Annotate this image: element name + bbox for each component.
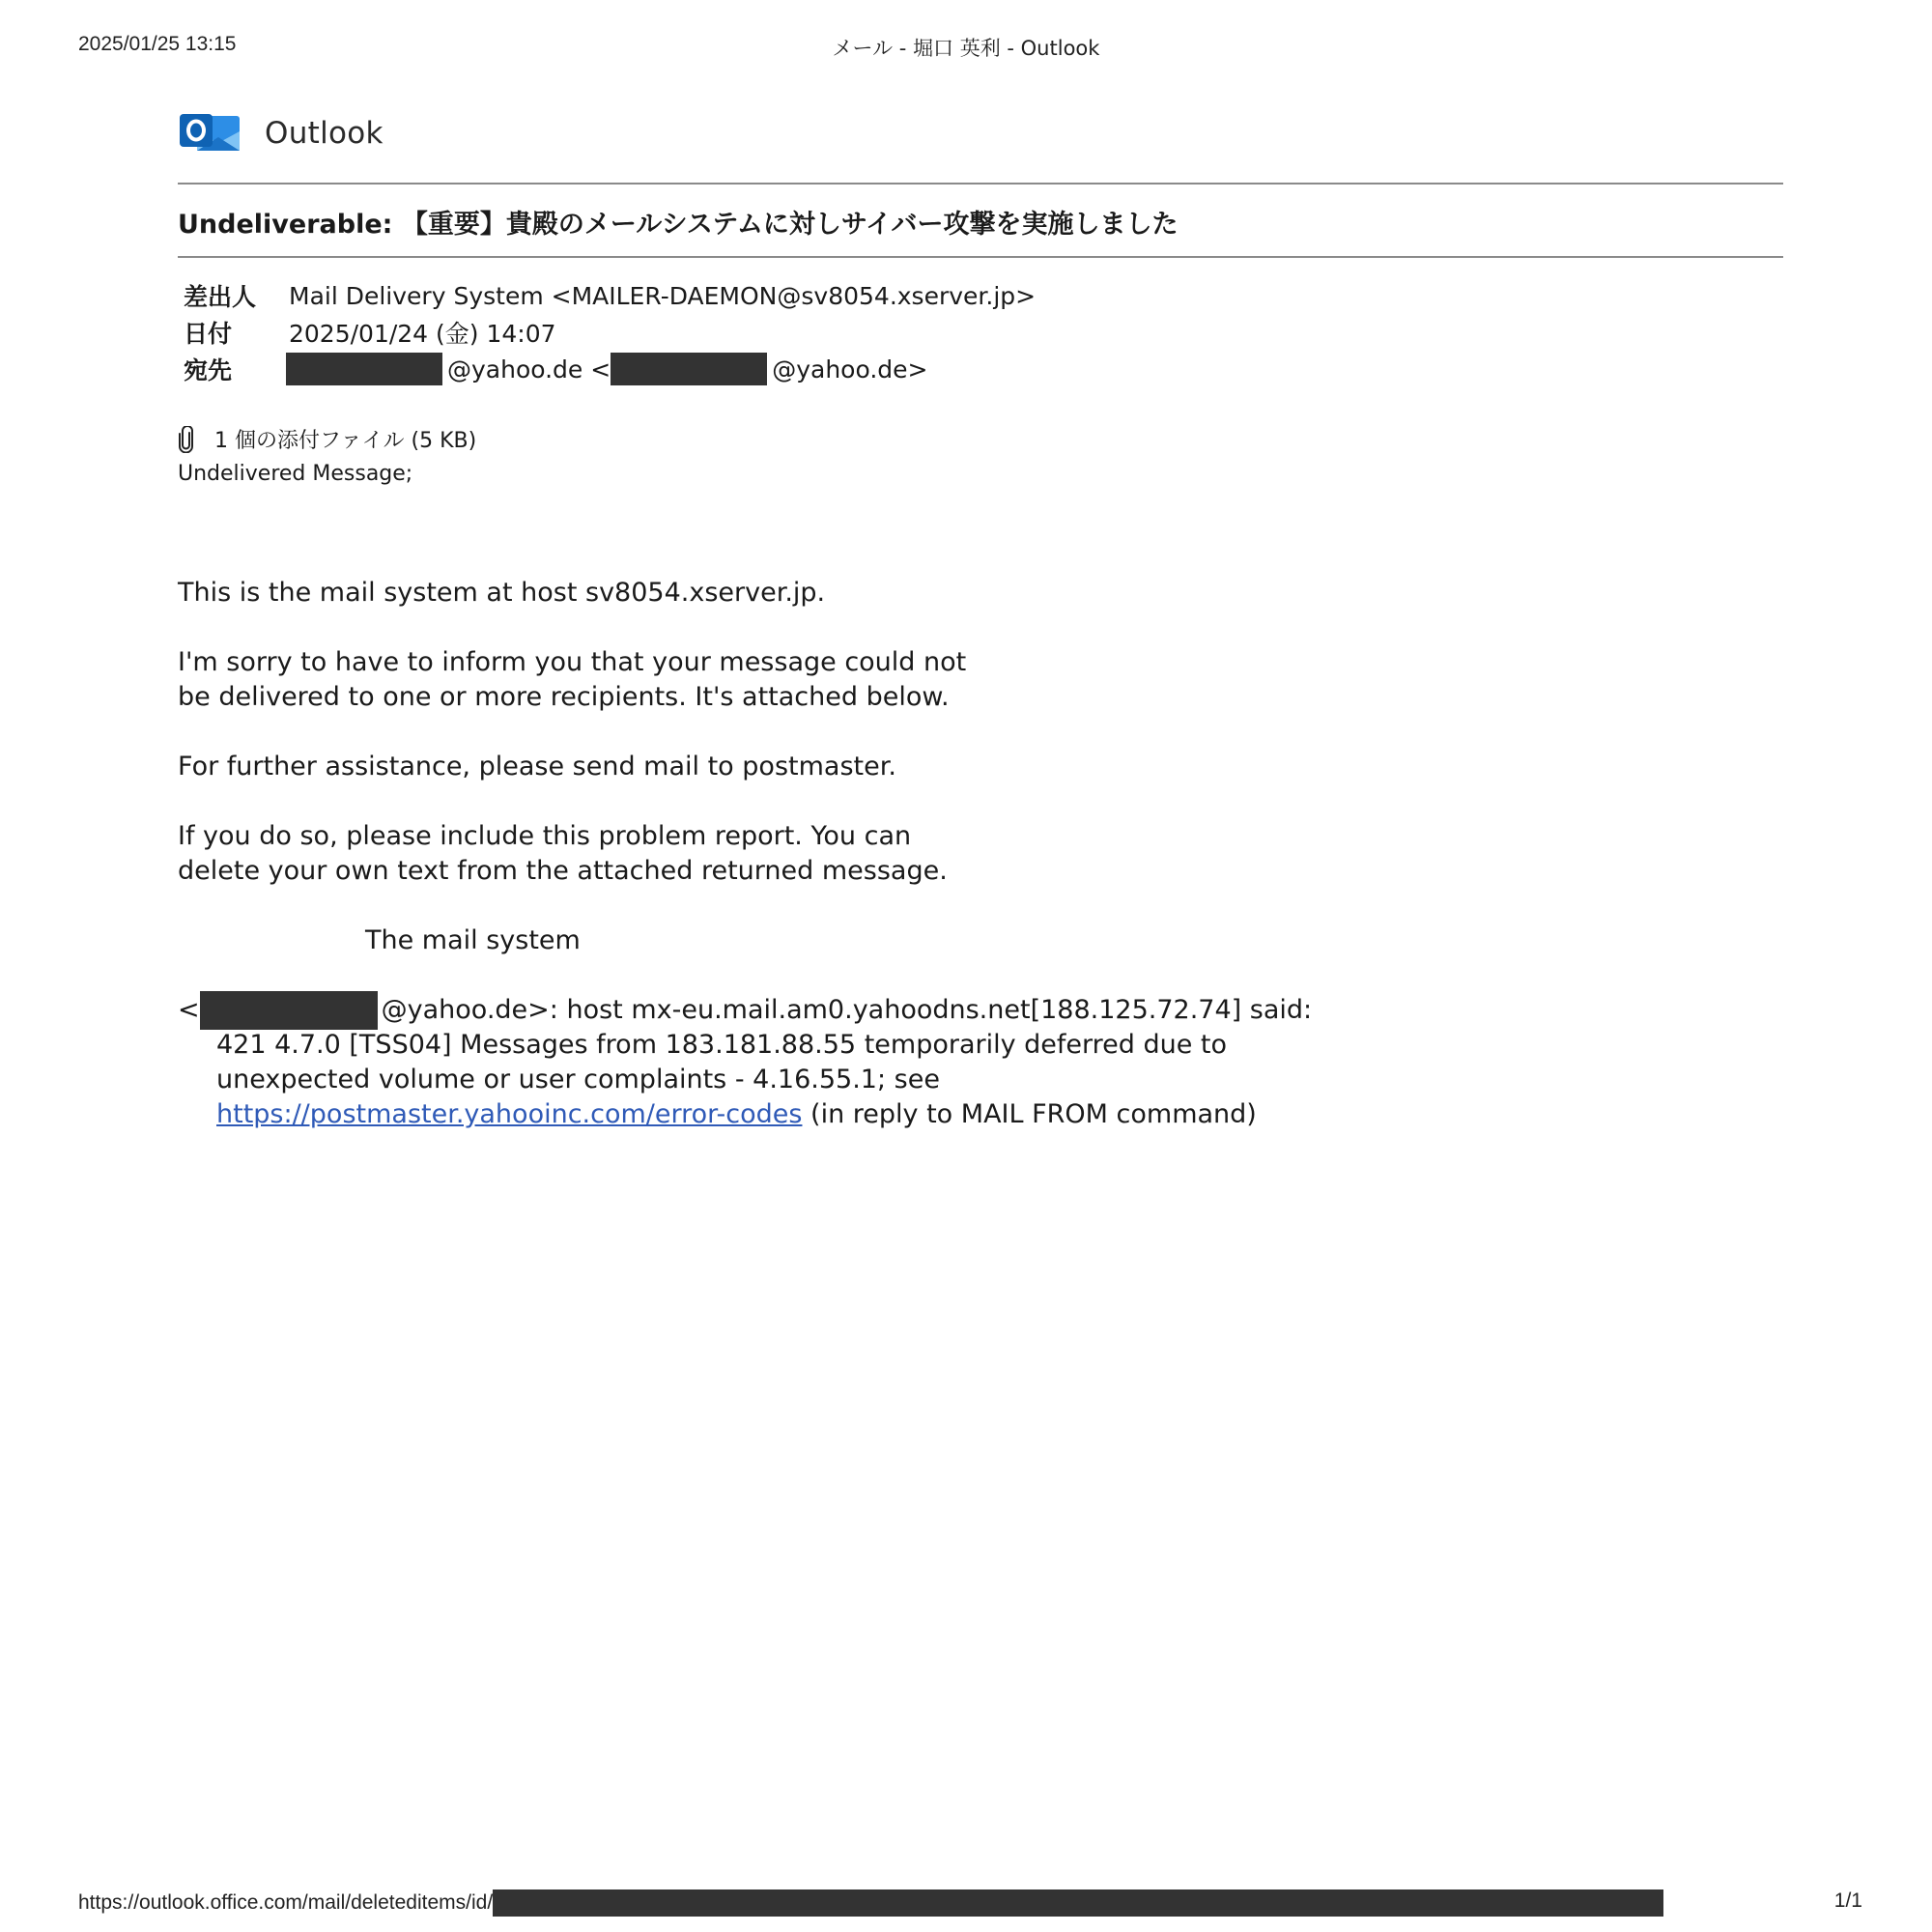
- to-row: [184, 351, 1036, 387]
- to-value[interactable]: [289, 353, 927, 385]
- bounce-line: [178, 1063, 1723, 1097]
- preview-line: Undelivered Message;: [178, 462, 413, 486]
- message-body: [178, 576, 1723, 1132]
- body-paragraph: This is the mail system at host sv8054.xserver.jp.: [178, 578, 826, 608]
- body-paragraph: be delivered to one or more recipients. It's attached below.: [178, 682, 950, 712]
- to-address-part-2: @yahoo.de>: [772, 355, 928, 384]
- attachment-summary-text: 1 個の添付ファイル (5 KB): [214, 429, 477, 453]
- bounce-open-bracket: <: [178, 995, 200, 1025]
- bounce-line-1: @yahoo.de>: host mx-eu.mail.am0.yahoodns.net[188.125.72.74] said:: [381, 995, 1313, 1025]
- print-footer-url: [78, 1889, 1663, 1917]
- subject-divider-bottom: [178, 256, 1783, 258]
- subject-divider-top: [178, 183, 1783, 185]
- bounce-report: [178, 993, 1723, 1132]
- from-row: [184, 277, 1036, 314]
- date-row: [184, 314, 1036, 351]
- redacted-address: [200, 991, 378, 1030]
- body-paragraph: If you do so, please include this problem report. You can: [178, 821, 912, 851]
- date-label: 日付: [184, 320, 233, 348]
- signature: The mail system: [365, 925, 581, 955]
- bounce-line: [178, 1097, 1723, 1132]
- print-footer-page: 1/1: [1833, 1889, 1862, 1912]
- bounce-line: [178, 1028, 1723, 1063]
- date-value: 2025/01/24 (金) 14:07: [289, 320, 556, 348]
- outlook-brand: [178, 108, 384, 158]
- paperclip-icon: [178, 426, 195, 453]
- message-subject: Undeliverable: 【重要】貴殿のメールシステムに対しサイバー攻撃を実施しました: [178, 210, 1179, 240]
- app-name: Outlook: [265, 116, 384, 151]
- body-paragraph: I'm sorry to have to inform you that your message could not: [178, 647, 967, 677]
- from-label: 差出人: [184, 283, 257, 311]
- redacted-address: [611, 353, 767, 385]
- print-header-title: メール - 堀口 英利 - Outlook: [832, 37, 1100, 60]
- bounce-line-3: unexpected volume or user complaints - 4.16.55.1; see: [216, 1065, 940, 1094]
- message-headers: [184, 277, 1036, 387]
- print-header-datetime: 2025/01/25 13:15: [78, 33, 237, 55]
- bounce-line: [178, 993, 1723, 1028]
- footer-url-prefix: https://outlook.office.com/mail/deleteditems/id/: [78, 1891, 494, 1914]
- outlook-logo-icon: [178, 110, 242, 156]
- bounce-line-2: 421 4.7.0 [TSS04] Messages from 183.181.88.55 temporarily deferred due to: [216, 1030, 1228, 1060]
- to-label: 宛先: [184, 356, 233, 384]
- body-paragraph: For further assistance, please send mail to postmaster.: [178, 752, 896, 781]
- error-codes-link[interactable]: https://postmaster.yahooinc.com/error-codes: [216, 1099, 803, 1129]
- body-paragraph: delete your own text from the attached returned message.: [178, 856, 948, 886]
- redacted-url: [493, 1889, 1663, 1917]
- bounce-line-4: (in reply to MAIL FROM command): [802, 1099, 1257, 1129]
- attachment-summary[interactable]: [178, 424, 476, 454]
- redacted-address: [286, 353, 442, 385]
- from-value[interactable]: Mail Delivery System <MAILER-DAEMON@sv8054.xserver.jp>: [289, 281, 1037, 310]
- to-address-part-1: @yahoo.de <: [447, 355, 611, 384]
